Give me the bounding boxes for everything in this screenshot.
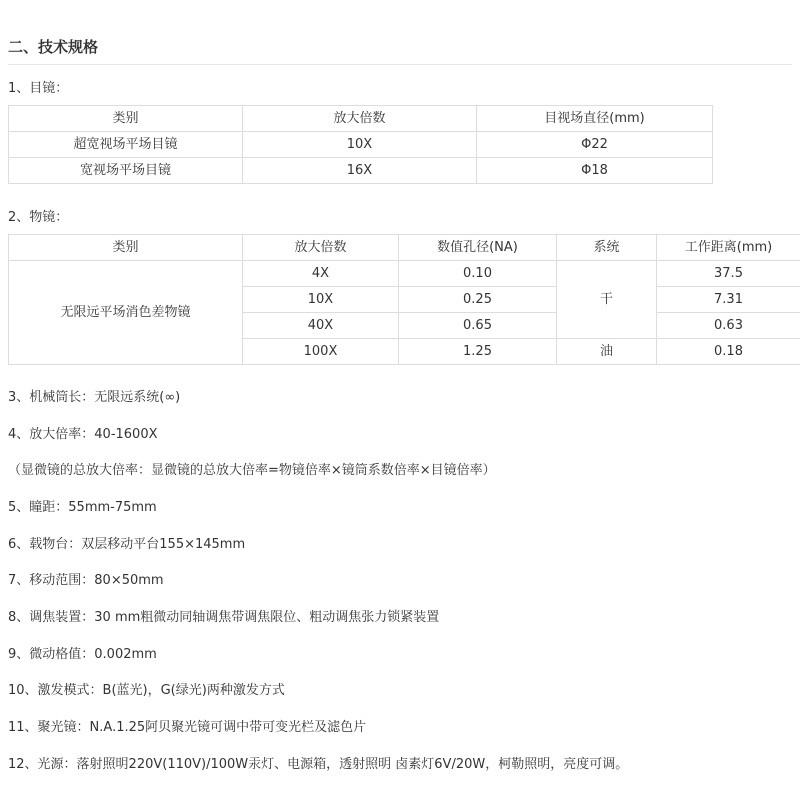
spec-line-magnification-note: （显微镜的总放大倍率：显微镜的总放大倍率=物镜倍率×镜筒系数倍率×目镜倍率） — [8, 463, 496, 478]
objective-label: 2、物镜： — [8, 210, 69, 225]
table-cell: 0.25 — [399, 287, 557, 313]
spec-line-magnification: 4、放大倍率：40-1600X — [8, 427, 158, 442]
table-row — [9, 132, 713, 158]
objective-table — [8, 234, 800, 365]
table-header-row — [9, 106, 713, 132]
table-cell: Φ22 — [477, 132, 713, 158]
table-cell: 1.25 — [399, 339, 557, 365]
table-cell: 0.63 — [657, 313, 800, 339]
table-cell: 宽视场平场目镜 — [9, 158, 243, 184]
spec-line-fine-focus: 9、微动格值：0.002mm — [8, 647, 157, 662]
table-cell: 10X — [243, 287, 399, 313]
table-cell: Φ18 — [477, 158, 713, 184]
header-cell: 类别 — [9, 106, 243, 132]
header-cell: 目视场直径(mm) — [477, 106, 713, 132]
table-cell: 超宽视场平场目镜 — [9, 132, 243, 158]
spec-line-stage: 6、载物台：双层移动平台155×145mm — [8, 537, 246, 552]
table-row — [9, 158, 713, 184]
spec-line-condenser: 11、聚光镜：N.A.1.25阿贝聚光镜可调中带可变光栏及滤色片 — [8, 720, 367, 735]
header-cell: 放大倍数 — [243, 106, 477, 132]
spec-line-interpupillary: 5、瞳距：55mm-75mm — [8, 500, 157, 515]
system-cell-oil: 油 — [557, 339, 657, 365]
table-cell: 40X — [243, 313, 399, 339]
system-cell-dry: 干 — [557, 261, 657, 339]
table-cell: 7.31 — [657, 287, 800, 313]
spec-line-focus: 8、调焦装置：30 mm粗微动同轴调焦带调焦限位、粗动调焦张力锁紧装置 — [8, 610, 440, 625]
eyepiece-table — [8, 105, 713, 184]
header-cell: 系统 — [557, 235, 657, 261]
table-cell: 16X — [243, 158, 477, 184]
spec-line-excitation: 10、激发模式：B(蓝光)，G(绿光)两种激发方式 — [8, 683, 285, 698]
table-cell: 0.65 — [399, 313, 557, 339]
category-cell: 无限远平场消色差物镜 — [9, 261, 243, 365]
header-cell: 放大倍数 — [243, 235, 399, 261]
spec-line-light-source: 12、光源：落射照明220V(110V)/100W汞灯、电源箱，透射照明 卤素灯6V/20W，柯勒照明，亮度可调。 — [8, 757, 629, 772]
header-cell: 工作距离(mm) — [657, 235, 800, 261]
table-header-row — [9, 235, 800, 261]
table-cell: 0.10 — [399, 261, 557, 287]
section-title: 二、技术规格 — [8, 38, 99, 56]
header-cell: 数值孔径(NA) — [399, 235, 557, 261]
table-cell: 0.18 — [657, 339, 800, 365]
table-cell: 100X — [243, 339, 399, 365]
title-divider — [8, 64, 792, 65]
header-cell: 类别 — [9, 235, 243, 261]
eyepiece-label: 1、目镜： — [8, 81, 69, 96]
table-cell: 10X — [243, 132, 477, 158]
table-cell: 37.5 — [657, 261, 800, 287]
spec-line-tube-length: 3、机械筒长：无限远系统(∞) — [8, 390, 181, 405]
table-row — [9, 261, 800, 287]
spec-line-travel-range: 7、移动范围：80×50mm — [8, 573, 164, 588]
table-cell: 4X — [243, 261, 399, 287]
